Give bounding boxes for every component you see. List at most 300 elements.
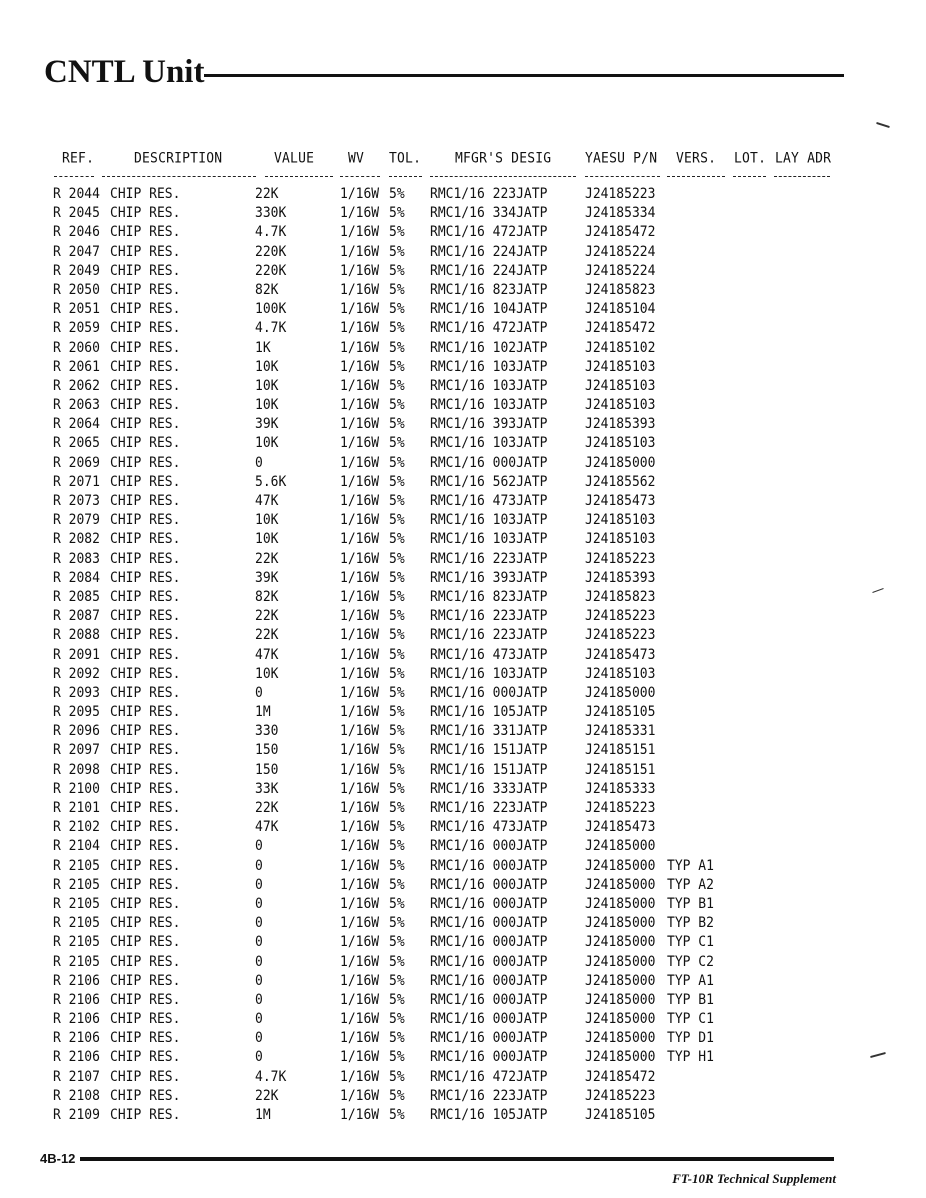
cell-description: CHIP RES. <box>110 1030 181 1047</box>
header-description: DESCRIPTION <box>134 150 223 167</box>
cell-mfgr: RMC1/16 224JATP <box>430 243 548 261</box>
cell-wv: 1/16W <box>340 953 380 970</box>
cell-mfgr: RMC1/16 000JATP <box>430 1011 548 1028</box>
table-row <box>0 819 926 838</box>
table-row <box>0 608 926 627</box>
cell-ref: R 2062 <box>53 377 100 395</box>
header-underline <box>340 176 380 177</box>
cell-mfgr: RMC1/16 223JATP <box>430 608 548 625</box>
cell-tol: 5% <box>389 435 405 452</box>
cell-tol: 5% <box>389 953 405 970</box>
cell-part-number: J24185472 <box>585 320 656 337</box>
cell-value: 5.6K <box>255 473 287 491</box>
cell-wv: 1/16W <box>340 531 380 548</box>
cell-wv: 1/16W <box>340 550 380 568</box>
page-title: CNTL Unit <box>44 54 205 90</box>
cell-mfgr: RMC1/16 562JATP <box>430 473 548 491</box>
cell-mfgr: RMC1/16 000JATP <box>430 934 548 951</box>
cell-tol: 5% <box>389 608 405 625</box>
cell-part-number: J24185393 <box>585 416 656 433</box>
cell-wv: 1/16W <box>340 493 380 510</box>
table-row <box>0 435 926 454</box>
cell-wv: 1/16W <box>340 1030 380 1047</box>
cell-tol: 5% <box>389 857 405 875</box>
cell-description: CHIP RES. <box>110 512 181 529</box>
table-row <box>0 896 926 915</box>
cell-tol: 5% <box>389 895 405 913</box>
cell-tol: 5% <box>389 377 405 395</box>
cell-wv: 1/16W <box>340 205 380 222</box>
cell-ref: R 2105 <box>53 934 100 951</box>
header-underline <box>585 176 660 177</box>
cell-description: CHIP RES. <box>110 320 181 337</box>
cell-value: 0 <box>255 915 263 932</box>
cell-wv: 1/16W <box>340 627 380 644</box>
header-wv: WV <box>348 150 365 167</box>
cell-mfgr: RMC1/16 331JATP <box>430 723 548 740</box>
cell-value: 82K <box>255 588 279 606</box>
cell-version: TYP A2 <box>667 876 714 894</box>
cell-value: 22K <box>255 608 279 625</box>
cell-part-number: J24185000 <box>585 876 656 894</box>
cell-version: TYP B2 <box>667 915 714 932</box>
cell-part-number: J24185103 <box>585 512 656 529</box>
cell-tol: 5% <box>389 473 405 491</box>
cell-version: TYP A1 <box>667 972 714 990</box>
cell-description: CHIP RES. <box>110 224 181 241</box>
cell-description: CHIP RES. <box>110 1107 181 1124</box>
cell-mfgr: RMC1/16 393JATP <box>430 569 548 587</box>
cell-value: 0 <box>255 895 263 913</box>
cell-part-number: J24185103 <box>585 377 656 395</box>
cell-ref: R 2044 <box>53 186 100 203</box>
cell-tol: 5% <box>389 684 405 702</box>
cell-description: CHIP RES. <box>110 742 181 759</box>
cell-ref: R 2059 <box>53 320 100 337</box>
cell-mfgr: RMC1/16 104JATP <box>430 301 548 318</box>
cell-description: CHIP RES. <box>110 1011 181 1028</box>
cell-value: 39K <box>255 416 279 433</box>
table-row <box>0 742 926 761</box>
cell-ref: R 2069 <box>53 454 100 472</box>
cell-wv: 1/16W <box>340 895 380 913</box>
cell-ref: R 2087 <box>53 608 100 625</box>
cell-part-number: J24185105 <box>585 704 656 721</box>
cell-ref: R 2106 <box>53 1030 100 1047</box>
cell-mfgr: RMC1/16 103JATP <box>430 435 548 452</box>
cell-part-number: J24185223 <box>585 627 656 644</box>
cell-ref: R 2083 <box>53 550 100 568</box>
cell-mfgr: RMC1/16 223JATP <box>430 550 548 568</box>
cell-ref: R 2106 <box>53 1049 100 1066</box>
table-row <box>0 1107 926 1126</box>
cell-mfgr: RMC1/16 823JATP <box>430 281 548 299</box>
margin-mark <box>876 122 890 128</box>
cell-ref: R 2106 <box>53 991 100 1009</box>
cell-wv: 1/16W <box>340 569 380 587</box>
cell-ref: R 2047 <box>53 243 100 261</box>
cell-wv: 1/16W <box>340 857 380 875</box>
cell-part-number: J24185223 <box>585 550 656 568</box>
document-title: FT-10R Technical Supplement <box>672 1171 836 1186</box>
cell-wv: 1/16W <box>340 339 380 356</box>
cell-ref: R 2105 <box>53 876 100 894</box>
cell-description: CHIP RES. <box>110 1087 181 1105</box>
table-row <box>0 551 926 570</box>
cell-ref: R 2105 <box>53 895 100 913</box>
cell-value: 22K <box>255 550 279 568</box>
cell-wv: 1/16W <box>340 761 380 779</box>
table-row <box>0 915 926 934</box>
cell-part-number: J24185103 <box>585 435 656 452</box>
cell-mfgr: RMC1/16 223JATP <box>430 1087 548 1105</box>
header-underline <box>54 176 94 177</box>
cell-value: 82K <box>255 281 279 299</box>
cell-value: 0 <box>255 876 263 894</box>
table-row <box>0 397 926 416</box>
cell-mfgr: RMC1/16 000JATP <box>430 838 548 855</box>
table-row <box>0 224 926 243</box>
cell-mfgr: RMC1/16 103JATP <box>430 665 548 683</box>
table-row <box>0 723 926 742</box>
cell-tol: 5% <box>389 1068 405 1086</box>
cell-wv: 1/16W <box>340 915 380 932</box>
cell-version: TYP C1 <box>667 934 714 951</box>
table-row <box>0 455 926 474</box>
cell-mfgr: RMC1/16 102JATP <box>430 339 548 356</box>
cell-wv: 1/16W <box>340 1087 380 1105</box>
cell-part-number: J24185823 <box>585 588 656 606</box>
cell-value: 47K <box>255 493 279 510</box>
cell-tol: 5% <box>389 454 405 472</box>
header-pn: YAESU P/N <box>585 150 658 167</box>
title-block <box>44 52 844 92</box>
cell-ref: R 2079 <box>53 512 100 529</box>
cell-tol: 5% <box>389 915 405 932</box>
cell-wv: 1/16W <box>340 473 380 491</box>
cell-part-number: J24185473 <box>585 493 656 510</box>
cell-wv: 1/16W <box>340 397 380 414</box>
cell-mfgr: RMC1/16 000JATP <box>430 1049 548 1066</box>
cell-part-number: J24185000 <box>585 1011 656 1028</box>
cell-mfgr: RMC1/16 000JATP <box>430 991 548 1009</box>
cell-part-number: J24185223 <box>585 1087 656 1105</box>
cell-ref: R 2064 <box>53 416 100 433</box>
cell-wv: 1/16W <box>340 262 380 280</box>
cell-description: CHIP RES. <box>110 934 181 951</box>
cell-ref: R 2049 <box>53 262 100 280</box>
table-row <box>0 1088 926 1107</box>
table-row <box>0 493 926 512</box>
cell-wv: 1/16W <box>340 1068 380 1086</box>
title-rule <box>204 74 844 77</box>
cell-value: 22K <box>255 1087 279 1105</box>
cell-value: 10K <box>255 358 279 376</box>
cell-tol: 5% <box>389 1107 405 1124</box>
table-row <box>0 685 926 704</box>
cell-tol: 5% <box>389 320 405 337</box>
cell-wv: 1/16W <box>340 1049 380 1066</box>
header-underline <box>265 176 333 177</box>
cell-value: 220K <box>255 243 287 261</box>
cell-description: CHIP RES. <box>110 761 181 779</box>
cell-description: CHIP RES. <box>110 780 181 798</box>
cell-part-number: J24185103 <box>585 397 656 414</box>
cell-part-number: J24185151 <box>585 742 656 759</box>
table-row <box>0 781 926 800</box>
cell-wv: 1/16W <box>340 224 380 241</box>
table-row <box>0 973 926 992</box>
cell-description: CHIP RES. <box>110 876 181 894</box>
cell-description: CHIP RES. <box>110 493 181 510</box>
cell-ref: R 2063 <box>53 397 100 414</box>
cell-ref: R 2106 <box>53 972 100 990</box>
cell-mfgr: RMC1/16 334JATP <box>430 205 548 222</box>
cell-tol: 5% <box>389 493 405 510</box>
table-row <box>0 301 926 320</box>
cell-tol: 5% <box>389 416 405 433</box>
cell-version: TYP B1 <box>667 895 714 913</box>
header-underline <box>774 176 830 177</box>
table-row <box>0 1030 926 1049</box>
cell-description: CHIP RES. <box>110 281 181 299</box>
cell-part-number: J24185333 <box>585 780 656 798</box>
table-row <box>0 205 926 224</box>
cell-value: 4.7K <box>255 1068 287 1086</box>
cell-wv: 1/16W <box>340 800 380 817</box>
table-row <box>0 992 926 1011</box>
cell-tol: 5% <box>389 243 405 261</box>
cell-value: 330K <box>255 205 287 222</box>
cell-mfgr: RMC1/16 333JATP <box>430 780 548 798</box>
cell-value: 10K <box>255 435 279 452</box>
cell-ref: R 2095 <box>53 704 100 721</box>
cell-tol: 5% <box>389 339 405 356</box>
cell-part-number: J24185000 <box>585 838 656 855</box>
cell-description: CHIP RES. <box>110 608 181 625</box>
cell-mfgr: RMC1/16 000JATP <box>430 876 548 894</box>
cell-mfgr: RMC1/16 224JATP <box>430 262 548 280</box>
cell-tol: 5% <box>389 512 405 529</box>
cell-part-number: J24185000 <box>585 991 656 1009</box>
cell-tol: 5% <box>389 224 405 241</box>
table-row <box>0 1049 926 1068</box>
cell-tol: 5% <box>389 991 405 1009</box>
header-lay: LAY ADR <box>775 150 832 167</box>
cell-mfgr: RMC1/16 472JATP <box>430 224 548 241</box>
cell-ref: R 2091 <box>53 646 100 663</box>
cell-mfgr: RMC1/16 000JATP <box>430 895 548 913</box>
cell-value: 0 <box>255 454 263 472</box>
cell-part-number: J24185103 <box>585 531 656 548</box>
cell-part-number: J24185000 <box>585 895 656 913</box>
cell-part-number: J24185000 <box>585 1049 656 1066</box>
cell-description: CHIP RES. <box>110 435 181 452</box>
cell-description: CHIP RES. <box>110 377 181 395</box>
table-row <box>0 627 926 646</box>
cell-mfgr: RMC1/16 103JATP <box>430 358 548 376</box>
cell-ref: R 2106 <box>53 1011 100 1028</box>
cell-mfgr: RMC1/16 472JATP <box>430 1068 548 1086</box>
cell-ref: R 2073 <box>53 493 100 510</box>
cell-ref: R 2105 <box>53 953 100 970</box>
cell-wv: 1/16W <box>340 435 380 452</box>
cell-wv: 1/16W <box>340 588 380 606</box>
cell-wv: 1/16W <box>340 320 380 337</box>
cell-version: TYP A1 <box>667 857 714 875</box>
cell-ref: R 2096 <box>53 723 100 740</box>
cell-value: 22K <box>255 627 279 644</box>
cell-mfgr: RMC1/16 103JATP <box>430 531 548 548</box>
cell-wv: 1/16W <box>340 819 380 836</box>
table-row <box>0 416 926 435</box>
cell-wv: 1/16W <box>340 972 380 990</box>
cell-wv: 1/16W <box>340 186 380 203</box>
cell-part-number: J24185000 <box>585 454 656 472</box>
header-ref: REF. <box>62 150 95 167</box>
cell-wv: 1/16W <box>340 665 380 683</box>
cell-value: 330 <box>255 723 279 740</box>
table-row <box>0 474 926 493</box>
cell-value: 1K <box>255 339 271 356</box>
footer-rule <box>80 1157 834 1161</box>
table-row <box>0 1069 926 1088</box>
cell-description: CHIP RES. <box>110 339 181 356</box>
cell-part-number: J24185472 <box>585 1068 656 1086</box>
table-row <box>0 762 926 781</box>
cell-description: CHIP RES. <box>110 800 181 817</box>
cell-value: 10K <box>255 397 279 414</box>
table-row <box>0 800 926 819</box>
cell-description: CHIP RES. <box>110 627 181 644</box>
cell-part-number: J24185000 <box>585 684 656 702</box>
cell-tol: 5% <box>389 704 405 721</box>
table-row <box>0 531 926 550</box>
header-lot: LOT. <box>734 150 767 167</box>
header-value: VALUE <box>274 150 315 167</box>
cell-part-number: J24185000 <box>585 972 656 990</box>
cell-value: 0 <box>255 838 263 855</box>
cell-value: 0 <box>255 991 263 1009</box>
cell-ref: R 2082 <box>53 531 100 548</box>
cell-wv: 1/16W <box>340 646 380 663</box>
table-row <box>0 359 926 378</box>
cell-mfgr: RMC1/16 103JATP <box>430 397 548 414</box>
cell-tol: 5% <box>389 358 405 376</box>
cell-wv: 1/16W <box>340 377 380 395</box>
header-underline <box>667 176 725 177</box>
cell-part-number: J24185823 <box>585 281 656 299</box>
cell-value: 33K <box>255 780 279 798</box>
cell-ref: R 2060 <box>53 339 100 356</box>
cell-mfgr: RMC1/16 105JATP <box>430 1107 548 1124</box>
cell-part-number: J24185000 <box>585 1030 656 1047</box>
cell-ref: R 2107 <box>53 1068 100 1086</box>
cell-part-number: J24185473 <box>585 646 656 663</box>
cell-value: 47K <box>255 646 279 663</box>
cell-ref: R 2061 <box>53 358 100 376</box>
table-row <box>0 340 926 359</box>
cell-value: 1M <box>255 704 271 721</box>
table-row <box>0 838 926 857</box>
cell-value: 150 <box>255 761 279 779</box>
table-row <box>0 320 926 339</box>
cell-tol: 5% <box>389 800 405 817</box>
cell-tol: 5% <box>389 588 405 606</box>
cell-ref: R 2098 <box>53 761 100 779</box>
header-underline <box>733 176 766 177</box>
cell-tol: 5% <box>389 838 405 855</box>
cell-part-number: J24185104 <box>585 301 656 318</box>
cell-part-number: J24185331 <box>585 723 656 740</box>
cell-wv: 1/16W <box>340 358 380 376</box>
cell-part-number: J24185103 <box>585 358 656 376</box>
cell-tol: 5% <box>389 1087 405 1105</box>
cell-value: 22K <box>255 186 279 203</box>
cell-ref: R 2092 <box>53 665 100 683</box>
cell-mfgr: RMC1/16 473JATP <box>430 819 548 836</box>
cell-value: 0 <box>255 857 263 875</box>
cell-part-number: J24185223 <box>585 186 656 203</box>
cell-tol: 5% <box>389 819 405 836</box>
cell-mfgr: RMC1/16 223JATP <box>430 800 548 817</box>
cell-ref: R 2101 <box>53 800 100 817</box>
cell-wv: 1/16W <box>340 1107 380 1124</box>
cell-tol: 5% <box>389 780 405 798</box>
cell-mfgr: RMC1/16 000JATP <box>430 972 548 990</box>
cell-mfgr: RMC1/16 223JATP <box>430 627 548 644</box>
cell-value: 10K <box>255 377 279 395</box>
cell-part-number: J24185151 <box>585 761 656 779</box>
cell-part-number: J24185223 <box>585 800 656 817</box>
cell-wv: 1/16W <box>340 684 380 702</box>
cell-value: 220K <box>255 262 287 280</box>
table-row <box>0 647 926 666</box>
cell-description: CHIP RES. <box>110 473 181 491</box>
cell-wv: 1/16W <box>340 281 380 299</box>
cell-description: CHIP RES. <box>110 646 181 663</box>
cell-part-number: J24185000 <box>585 934 656 951</box>
cell-mfgr: RMC1/16 472JATP <box>430 320 548 337</box>
cell-part-number: J24185224 <box>585 243 656 261</box>
cell-description: CHIP RES. <box>110 531 181 548</box>
cell-value: 4.7K <box>255 224 287 241</box>
cell-description: CHIP RES. <box>110 550 181 568</box>
cell-description: CHIP RES. <box>110 262 181 280</box>
cell-mfgr: RMC1/16 103JATP <box>430 512 548 529</box>
cell-version: TYP B1 <box>667 991 714 1009</box>
cell-description: CHIP RES. <box>110 1068 181 1086</box>
cell-wv: 1/16W <box>340 512 380 529</box>
cell-part-number: J24185105 <box>585 1107 656 1124</box>
cell-mfgr: RMC1/16 000JATP <box>430 684 548 702</box>
cell-description: CHIP RES. <box>110 205 181 222</box>
cell-description: CHIP RES. <box>110 895 181 913</box>
cell-value: 100K <box>255 301 287 318</box>
cell-mfgr: RMC1/16 000JATP <box>430 953 548 970</box>
cell-tol: 5% <box>389 262 405 280</box>
cell-wv: 1/16W <box>340 454 380 472</box>
cell-tol: 5% <box>389 1049 405 1066</box>
table-row <box>0 512 926 531</box>
header-tol: TOL. <box>389 150 422 167</box>
cell-wv: 1/16W <box>340 608 380 625</box>
cell-mfgr: RMC1/16 000JATP <box>430 454 548 472</box>
cell-description: CHIP RES. <box>110 397 181 414</box>
cell-part-number: J24185334 <box>585 205 656 222</box>
page-number: 4B-12 <box>40 1151 76 1166</box>
cell-part-number: J24185393 <box>585 569 656 587</box>
